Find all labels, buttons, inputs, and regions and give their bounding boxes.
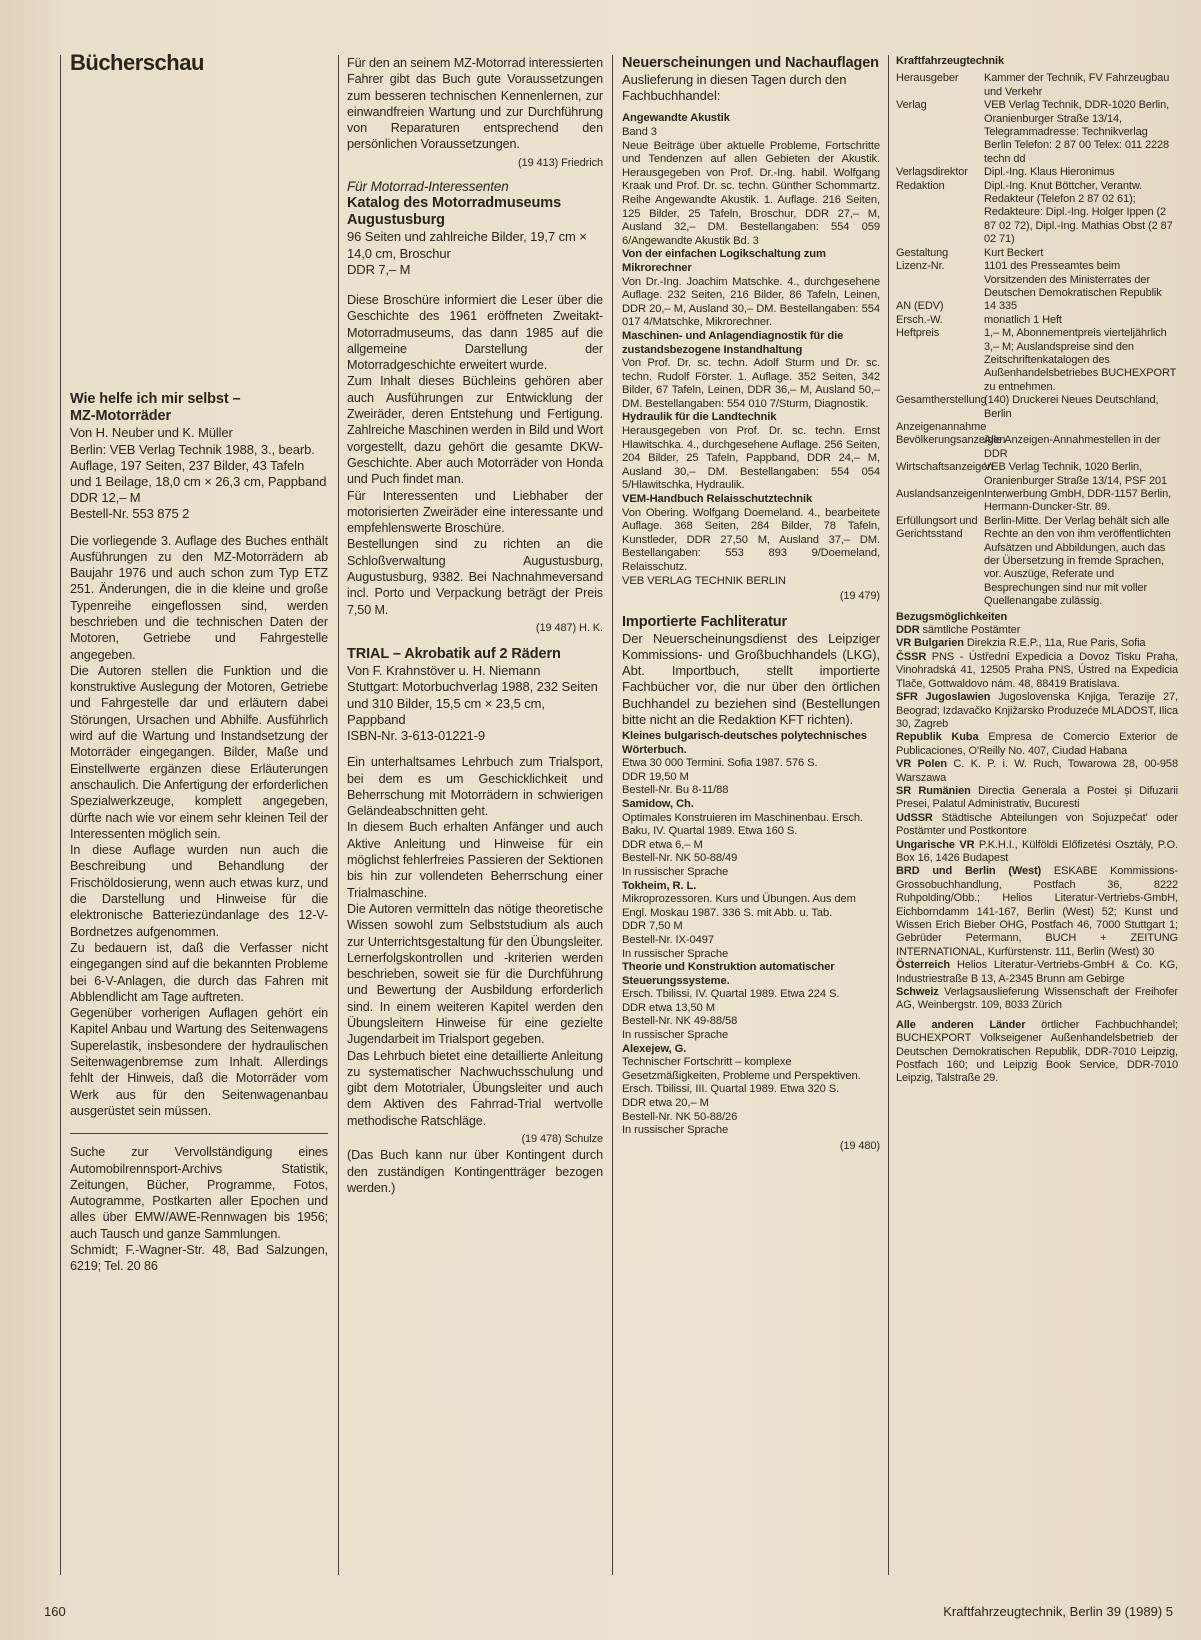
bezug-address: Jugoslovenska Knjiga, Terazije 27, Beograd; Izdavačko Knjižarsko Produzeće MLADOST, Ilica 30, Zagreb (896, 691, 1178, 730)
imprint-row (896, 166, 1178, 179)
book3-authors: Von F. Krahnstöver u. H. Niemann (347, 663, 541, 679)
imprint-key: Redaktion (896, 179, 945, 192)
bezug-title: Bezugsmöglichkeiten (896, 610, 1008, 623)
bezug-entry (896, 865, 1178, 959)
bezug-country: BRD und Berlin (West) (896, 865, 1042, 878)
bezug-country: Schweiz (896, 986, 939, 999)
bezug-country: ČSSR (896, 650, 927, 663)
imprint-key: Bevölkerungsanzeigen (896, 434, 1006, 447)
book3-paragraph: In diesem Buch erhalten Anfänger und auch Aktive Anleitung und Hinweise für ein möglichst fehlerfreies Passieren der Sektionen bis hin zur vollendeten Beherrschung einer Trialmaschine. (347, 820, 603, 900)
book1-paragraph: Zu bedauern ist, daß die Verfasser nicht eingegangen sind auf die bekannten Probleme bei 6-V-Anlagen, die durch das Fahren mit Abblendlicht am Tage auftreten. (70, 940, 328, 1004)
divider (70, 1133, 328, 1134)
imprint-value: Kammer der Technik, FV Fahrzeugbau und Verkehr (984, 72, 1170, 98)
bezug-country: Ungarische VR (896, 838, 975, 851)
imprint-value: Alle Anzeigen-Annahmestellen in der DDR (984, 434, 1161, 460)
book1-continuation: Für den an seinem MZ-Motorrad interessierten Fahrer gibt das Buch gute Voraussetzungen zum besseren technischen Kennenlernen, zur einwandfreien Wartung und zur Durchführung von Reparaturen entsprechend den persönlichen Voraussetzungen. (347, 56, 603, 152)
bezug-country: SR Rumänien (896, 784, 971, 797)
imports-title: Importierte Fachliteratur (622, 613, 788, 630)
imprint-key: Wirtschaftsanzeigen (896, 461, 994, 474)
import-item-text: Ersch. Tbilissi, IV. Quartal 1989. Etwa 224 S. DDR etwa 13,50 M Bestell-Nr. NK 49-88/58 In russischer Sprache (622, 988, 840, 1042)
import-item-title: Theorie und Konstruktion automatischer Steuerungssysteme. (622, 961, 835, 987)
bezug-entry (896, 651, 1178, 691)
imprint-row (896, 247, 1178, 260)
imprint-row (896, 461, 1178, 488)
column-3 (622, 55, 880, 1159)
imprint-key: Gesamtherstellung (896, 394, 987, 407)
bezug-country: SFR Jugoslawien (896, 691, 991, 704)
imprint-key: Verlagsdirektor (896, 166, 968, 179)
news-intro: Auslieferung in diesen Tagen durch den Fachbuchhandel: (622, 72, 847, 104)
book1-paragraph: Die vorliegende 3. Auflage des Buches enthält Ausführungen zu den MZ-Motorrädern ab Baujahr 1976 und auch schon zum Typ ETZ 251. Änderungen, die in die kleine und große Typenreihe eingeflossen sind, werden beschrieben und die technischen Daten der Motoren, Getriebe und Fahrgestelle angegeben. (70, 533, 328, 662)
bezug-rows (896, 624, 1178, 1086)
book3-paragraph: Das Lehrbuch bietet eine detaillierte Anleitung zu systematischer Nachwuchsschulung und gibt dem Mototrialer, Übungsleiter und auch dem Aktiven des Fahrrad-Trial wertvolle methodische Ratschläge. (347, 1048, 603, 1128)
book1-paragraph: Die Autoren stellen die Funktion und die konstruktive Auslegung der Motoren, Getriebe und Fahrgestelle dar und erläutern dabei Störungen, Ursachen und Abhilfe. Ausführlich wird auf die Wartung und Instandsetzung der Motorräder eingegangen. Bilder, Maße und Einstellwerte ergänzen diese Erläuterungen anschaulich. Die Anfertigung der erforderlichen Spezialwerkzeuge, komplett angegeben, dürfte nach wie vor einem sehr kleinen Teil der Interessenten möglich sein. (70, 663, 328, 841)
column-rule (888, 55, 889, 1575)
bezug-entry (896, 959, 1178, 986)
bezug-country: Österreich (896, 959, 951, 972)
imprint-key: Gestaltung (896, 246, 949, 259)
bezug-country: VR Bulgarien (896, 637, 964, 650)
imprint-row (896, 515, 1178, 609)
imprint-key: Anzeigenannahme (896, 420, 987, 433)
bezug-address: PNS - Ústřední Expedicia a Dovoz Tisku Praha, Vinohradská 41, 12505 Praha PNS, Ústred na Expedicia Tlače, Gottwaldovo nám. 48, 88419 Bratislava. (896, 650, 1178, 690)
book1-publisher: Berlin: VEB Verlag Technik 1988, 3., bearb. Auflage, 197 Seiten, 237 Bilder, 43 Tafeln und 1 Beilage, 18,0 cm × 26,3 cm, Pappband (70, 441, 327, 489)
imprint-value (984, 421, 1178, 434)
bezug-country: DDR (896, 624, 920, 637)
news-item-title: Maschinen- und Anlagendiagnostik für die zustandsbezogene Instandhaltung (622, 329, 844, 356)
classified-ad: Suche zur Vervollständigung eines Automobilrennsport-Archivs Statistik, Zeitungen, Bücher, Programme, Fotos, Autogramme, Postkarten aller Epochen und alles über EMW/AWE-Rennwagen bis 1956; auch Tausch und ganze Sammlungen. Schmidt; F.-Wagner-Str. 48, Bad Salzungen, 6219; Tel. 20 86 (70, 1145, 328, 1274)
imprint-value: VEB Verlag Technik, DDR-1020 Berlin, Oranienburger Straße 13/14, Telegrammadresse: Technikverlag Berlin Telefon: 2 87 00 Telex: 011 2228 techn dd (984, 99, 1170, 165)
import-item-text: Mikroprozessoren. Kurs und Übungen. Aus dem Engl. Moskau 1987. 336 S. mit Abb. u. Tab. DDR 7,50 M Bestell-Nr. IX-0497 In russischer Sprache (622, 893, 856, 960)
imprint-row (896, 99, 1178, 166)
news-list (622, 112, 880, 603)
imprint-key: Heftpreis (896, 327, 940, 340)
news-item-text: Von Prof. Dr. sc. techn. Adolf Sturm und Dr. sc. techn. Rudolf Förster. 1. Auflage. 352 Seiten, 342 Bilder, 67 Tafeln, Leinen, DDR 36,– M, Ausland 50,– DM. Bestellangaben: 554 010 7/Sturm, Diagnostik. (622, 357, 880, 410)
imprint-key: Verlag (896, 99, 927, 112)
imprint-value: monatlich 1 Heft (984, 313, 1062, 326)
bezug-country: UdSSR (896, 811, 933, 824)
imprint-key: Ersch.-W. (896, 313, 943, 326)
news-title: Neuerscheinungen und Nachauflagen (622, 55, 879, 71)
bezug-entry (896, 812, 1178, 839)
imprint-value: Kurt Beckert (984, 246, 1044, 259)
bezug-address: örtlicher Fachbuchhandel; BUCHEXPORT Volkseigener Außenhandelsbetrieb der Deutschen Demokratischen Republik, DDR-7010 Leipzig, Postfach 160; und Leipzig Book Service, DDR-7010 Leipzig, Talstraße 29. (896, 1018, 1178, 1085)
bezug-entry (896, 758, 1178, 785)
news-item-title: Von der einfachen Logikschaltung zum Mikrorechner (622, 248, 826, 274)
imprint-key: Erfüllungsort und Gerichtsstand (896, 514, 978, 541)
news-item-text: Band 3 Neue Beiträge über aktuelle Probleme, Fortschritte und Tendenzen auf allen Gebieten der Akustik. Herausgegeben von Prof. Dr.-Ing. habil. Wolfgang Kraak und Prof. Dr. sc. techn. Günther Schommartz. Reihe Angewandte Akustik. 1. Auflage. 216 Seiten, 125 Bilder, 25 Tafeln, Broschur, DDR 27,– M, Ausland 32,– DM. Bestellangaben: 554 059 6/Angewandte Akustik Bd. 3 (622, 126, 880, 247)
imprint-key: AN (EDV) (896, 300, 944, 313)
book2-paragraph: Bestellungen sind zu richten an die Schloßverwaltung Augustusburg, Augustusburg, 9382. Bei Nachnahmeversand incl. Porto und Verpackung beträgt der Preis 7,50 M. (347, 537, 603, 617)
book1-paragraph: In diese Auflage wurden nun auch die Beschreibung und Behandlung der Frischöldosierung, wenn auch etwas kurz, und die Darstellung und Hinweise für die elektronische Batteriezündanlage des 12-V-Bordnetzes aufgenommen. (70, 843, 328, 939)
import-item-text: Etwa 30 000 Termini. Sofia 1987. 576 S. DDR 19,50 M Bestell-Nr. Bu 8-11/88 (622, 757, 818, 797)
imprint-row (896, 180, 1178, 247)
imprint-value: VEB Verlag Technik, 1020 Berlin, Oranienburger Straße 13/14, PSF 201 (984, 461, 1167, 487)
bezug-address: Städtische Abteilungen von Sojuzpečat' oder Postämter und Postkontore (896, 811, 1178, 838)
column-2 (347, 55, 603, 1196)
imprint-value: (140) Druckerei Neues Deutschland, Berlin (984, 394, 1159, 420)
imprint-row (896, 421, 1178, 434)
bezug-entry (896, 839, 1178, 866)
imports-intro: Der Neuerscheinungsdienst des Leipziger Kommissions- und Großbuchhandels (LKG), Abt. Importbuch, stellt importierte Fachbücher vor, die nur über den örtlichen Buchhandel zu beziehen sind (Bestellungen bitte nicht an die Redaktion KFT richten). (622, 630, 880, 727)
book1-title: Wie helfe ich mir selbst – MZ-Motorräder (70, 391, 241, 425)
book3-paragraph: Ein unterhaltsames Lehrbuch zum Trialsport, bei dem es um Geschicklichkeit und Beherrschung mit Motorrädern in schwierigen Geländeabschnitten geht. (347, 755, 603, 819)
bezug-address: C. K. P. i. W. Ruch, Towarowa 28, 00-958 Warszawa (896, 758, 1178, 784)
bezug-address: Helios Literatur-Vertriebs-GmbH & Co. KG, Industriestraße B 13, A-2345 Brunn am Gebirge (896, 959, 1178, 985)
column-rule (60, 55, 61, 1575)
bezug-entry (896, 624, 1178, 637)
book2-signature: (19 487) H. K. (535, 621, 603, 634)
book2-title: Katalog des Motorradmuseums Augustusburg (347, 195, 562, 229)
news-item-text: Herausgegeben von Prof. Dr. sc. techn. Ernst Hlawitschka. 4., durchgesehene Auflage. 256 Seiten, 204 Bilder, 25 Tafeln, Pappband, DDR 24,– M, Ausland 30,– DM. Bestellangaben: 554 054 5/Hlawitschka, Hydraulik. (622, 425, 880, 492)
book2-paragraph: Zum Inhalt dieses Büchleins gehören aber auch Ausführungen zur Entwicklung der Zweiräder, deren Entstehung und Fertigung. Zahlreiche Maschinen werden in Bild und Wort vorgestellt, dazu gehört die gesamte DKW-Geschichte. Aber auch Motorräder von Honda und Puch findet man. (347, 374, 603, 487)
book1-price: DDR 12,– M (70, 490, 141, 506)
book2-paragraph: Für Interessenten und Liebhaber der motorisierten Zweiräder eine interessante und empfehlenswerte Broschüre. (347, 488, 603, 536)
book3-meta: Stuttgart: Motorbuchverlag 1988, 232 Seiten und 310 Bilder, 15,5 cm × 23,5 cm, Pappband (347, 679, 598, 727)
imprint-key: Auslandsanzeigen (896, 488, 985, 500)
page-title: Bücherschau (70, 50, 204, 75)
news-item-title: Angewandte Akustik (622, 112, 730, 125)
imprint-key: Herausgeber (896, 72, 959, 85)
bezug-entry (896, 785, 1178, 812)
bezug-address: Empresa de Comercio Exterior de Publicaciones, O'Reilly No. 407, Ciudad Habana (896, 731, 1178, 757)
bezug-entry (896, 731, 1178, 758)
imprint-row (896, 327, 1178, 394)
imprint-value: Interwerbung GmbH, DDR-1157 Berlin, Hermann-Duncker-Str. 89. (984, 488, 1172, 514)
journal-citation: Kraftfahrzeugtechnik, Berlin 39 (1989) 5 (943, 1604, 1173, 1619)
bezug-entry (896, 1019, 1178, 1086)
column-1 (70, 50, 328, 1275)
book3-note: (Das Buch kann nur über Kontingent durch den zuständigen Kontingentträger bezogen werden.) (347, 1148, 603, 1195)
book3-paragraph: Die Autoren vermitteln das nötige theoretische Wissen sowohl zum Selbststudium als auch zur Unterrichtsgestaltung für den Übungsleiter. Lernerfolgskontrollen und -kriterien werden beschrieben, soweit sie für die Durchführung und Bewertung der Ausbildung erforderlich sind. In einem weiteren Kapitel werden den Übungsleitern Hinweise für eine gezielte Jugendarbeit im Trialsport gegeben. (347, 901, 603, 1047)
bezug-address: Direkzia R.E.P., 11a, Rue Paris, Sofia (966, 637, 1146, 650)
import-item-title: Tokheim, R. L. (622, 879, 697, 892)
bezug-address: ESKABE Kommissions-Grossobuchhandlung, Postfach 36, 8222 Ruhpolding/Obb.; Helios Literatur-Vertriebs-GmbH, Eichborndamm 141-167, Berlin (West) 52; Kunst und Wissen Erich Bieber OHG, Postfach 46, 7000 Stuttgart 1; Gebrüder Petermann, BUCH + ZEITUNG INTERNATIONAL, Kurfürstenstr. 111, Berlin (West) 30 (896, 865, 1178, 958)
column-rule (338, 55, 339, 1575)
imprint-value: Dipl.-Ing. Knut Böttcher, Verantw. Redakteur (Telefon 2 87 02 61); Redakteure: Dipl.-Ing. Holger Ippen (2 87 02 72), Dipl.-Ing. Mathias Obst (2 87 02 71) (984, 179, 1173, 246)
imprint-value: 14 335 (984, 300, 1018, 313)
import-item-title: Samidow, Ch. (622, 797, 694, 810)
imprint-row (896, 72, 1178, 99)
book1-paragraph: Gegenüber vorherigen Auflagen gehört ein Kapitel Anbau und Wartung des Seitenwagens Superelastik, insbesondere der hydraulischen Seitenwagenbremse zum Inhalt. Allerdings fehlt der Hinweis, daß die Motorräder vom Werk aus für den Seitenwagenanbau ausgerüstet sein müssen. (70, 1006, 328, 1118)
imprint-value: Dipl.-Ing. Klaus Hieronimus (984, 166, 1115, 179)
news-signature: (19 479) (839, 590, 880, 603)
imports-signature: (19 480) (839, 1139, 880, 1152)
column-rule (612, 55, 613, 1575)
bezug-country: Alle anderen Länder (896, 1018, 1026, 1031)
imprint-column (896, 55, 1178, 1086)
import-item-text: Technischer Fortschritt – komplexe Gesetzmäßigkeiten, Probleme und Perspektiven. Ersch. Tbilissi, III. Quartal 1989. Etwa 320 S. DDR etwa 20,– M Bestell-Nr. NK 50-88/26 In russischer Sprache (622, 1056, 861, 1137)
book2-kicker: Für Motorrad-Interessenten (347, 179, 509, 195)
book2-meta: 96 Seiten und zahlreiche Bilder, 19,7 cm × 14,0 cm, Broschur (347, 229, 587, 261)
news-item-text: Von Obering. Wolfgang Doemeland. 4., bearbeitete Auflage. 368 Seiten, 284 Bilder, 78 Tafeln, Kunstleder, DDR 27,50 M, Ausland 37,– DM. Bestellangaben: 553 893 9/Doemeland, Relaisschutz. VEB VERLAG TECHNIK BERLIN (622, 506, 880, 587)
news-item-title: VEM-Handbuch Relaisschutztechnik (622, 493, 813, 506)
imprint-value: 1,– M, Abonnementpreis vierteljährlich 3,– M; Auslandspreise sind den Zeitschriftenkatalogen des Außenhandelsbetriebes BUCHEXPORT zu entnehmen. (984, 327, 1177, 393)
imprint-row (896, 260, 1178, 300)
imprint-title: Kraftfahrzeugtechnik (896, 55, 1005, 67)
imprint-row (896, 300, 1178, 313)
imprint-row (896, 488, 1178, 515)
bezug-country: Republik Kuba (896, 731, 979, 744)
book1-order: Bestell-Nr. 553 875 2 (70, 506, 190, 522)
imprint-row (896, 314, 1178, 327)
imprint-row (896, 394, 1178, 421)
book3-isbn: ISBN-Nr. 3-613-01221-9 (347, 728, 485, 744)
book3-signature: (19 478) Schulze (521, 1133, 603, 1146)
import-item-title: Alexejew, G. (622, 1042, 687, 1055)
bezug-address: Directia Generala a Postei și Difuzarii Presei, Palatul Administrativ, Bucuresti (896, 784, 1178, 811)
import-item-text: Optimales Konstruieren im Maschinenbau. Ersch. Baku, IV. Quartal 1989. Etwa 160 S. DDR etwa 6,– M Bestell-Nr. NK 50-88/49 In russischer Sprache (622, 811, 864, 878)
bezug-entry (896, 637, 1178, 650)
bezug-entry (896, 691, 1178, 731)
imports-list (622, 730, 880, 1153)
imprint-key: Lizenz-Nr. (896, 260, 945, 273)
bezug-country: VR Polen (896, 758, 947, 771)
news-item-title: Hydraulik für die Landtechnik (622, 411, 777, 424)
bezug-entry (896, 986, 1178, 1013)
imprint-rows (896, 72, 1178, 608)
imprint-value: Berlin-Mitte. Der Verlag behält sich alle Rechte an den von ihm veröffentlichten Aufsätzen und Abbildungen, auch das der Übersetzung in fremde Sprachen, vor. Auszüge, Referate und Besprechungen sind nur mit voller Quellenangabe zulässig. (984, 514, 1171, 608)
imprint-row (896, 434, 1178, 461)
book1-authors: Von H. Neuber und K. Müller (70, 425, 233, 441)
book2-price: DDR 7,– M (347, 261, 411, 277)
bezug-address: Verlagsauslieferung Wissenschaft der Freihofer AG, Weinbergstr. 109, 8033 Zürich (896, 986, 1178, 1012)
bezug-address: sämtliche Postämter (922, 624, 1021, 637)
book1-signature: (19 413) Friedrich (517, 156, 603, 169)
page-number: 160 (44, 1604, 66, 1619)
book3-title: TRIAL – Akrobatik auf 2 Rädern (347, 646, 561, 663)
import-item-title: Kleines bulgarisch-deutsches polytechnisches Wörterbuch. (622, 730, 867, 756)
imprint-value: 1101 des Presseamtes beim Vorsitzenden des Ministerrates der Deutschen Demokratischen Republik (984, 260, 1162, 299)
bezug-address: P.K.H.I., Külföldi Előfizetési Osztály, P.O. Box 16, 1426 Budapest (896, 838, 1178, 864)
book2-paragraph: Diese Broschüre informiert die Leser über die Geschichte des 1961 eröffneten Zweitakt-Motorradmuseums, das dann 1985 auf die allgemeine Darstellung der Motorradgeschichte erweitert wurde. (347, 292, 603, 373)
news-item-text: Von Dr.-Ing. Joachim Matschke. 4., durchgesehene Auflage. 232 Seiten, 216 Bilder, 86 Tafeln, Leinen, DDR 20,– M, Ausland 30,– DM. Bestellangaben: 554 017 4/Matschke, Mikrorechner. (622, 275, 880, 329)
